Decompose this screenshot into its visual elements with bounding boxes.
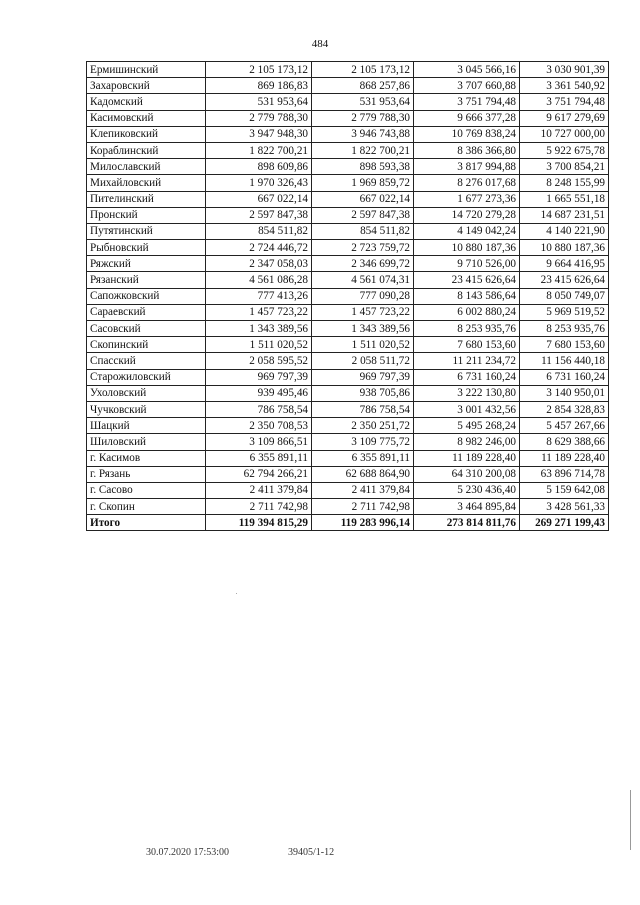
value-1: 777 413,26 [206,288,312,304]
table-row [87,321,609,337]
district-name: Скопинский [87,337,206,353]
value-1: 869 186,83 [206,78,312,94]
table-row [87,353,609,369]
district-name: Пронский [87,207,206,223]
value-2: 2 411 379,84 [312,482,414,498]
value-2: 777 090,28 [312,288,414,304]
table-row [87,385,609,401]
district-name: Путятинский [87,223,206,239]
table-row [87,142,609,158]
value-1: 2 105 173,12 [206,62,312,78]
value-2: 1 969 859,72 [312,175,414,191]
value-1: 2 711 742,98 [206,499,312,515]
value-1: 62 794 266,21 [206,466,312,482]
value-1: 2 779 788,30 [206,110,312,126]
value-3: 11 211 234,72 [414,353,520,369]
value-1: 4 561 086,28 [206,272,312,288]
value-1: 6 355 891,11 [206,450,312,466]
district-name: Рыбновский [87,240,206,256]
value-3: 9 666 377,28 [414,110,520,126]
scan-dot [236,593,237,594]
table-row [87,78,609,94]
table-row [87,450,609,466]
table-row [87,369,609,385]
value-1: 531 953,64 [206,94,312,110]
value-2: 898 593,38 [312,159,414,175]
value-4: 9 617 279,69 [520,110,609,126]
value-2: 3 946 743,88 [312,126,414,142]
table-row [87,94,609,110]
value-4: 10 727 000,00 [520,126,609,142]
district-name: Шацкий [87,418,206,434]
total-row [87,515,609,531]
value-4: 14 687 231,51 [520,207,609,223]
district-name: Ряжский [87,256,206,272]
value-3: 9 710 526,00 [414,256,520,272]
value-1: 2 347 058,03 [206,256,312,272]
district-name: Шиловский [87,434,206,450]
value-2: 62 688 864,90 [312,466,414,482]
value-4: 3 428 561,33 [520,499,609,515]
value-2: 1 822 700,21 [312,142,414,158]
value-3: 8 253 935,76 [414,321,520,337]
table-row [87,288,609,304]
value-3: 3 045 566,16 [414,62,520,78]
value-1: 1 822 700,21 [206,142,312,158]
district-name: Сасовский [87,321,206,337]
district-name: Старожиловский [87,369,206,385]
value-2: 2 711 742,98 [312,499,414,515]
value-2: 2 779 788,30 [312,110,414,126]
value-2: 1 511 020,52 [312,337,414,353]
value-4: 8 629 388,66 [520,434,609,450]
value-1: 1 457 723,22 [206,304,312,320]
total-label: Итого [87,515,206,531]
value-4: 3 751 794,48 [520,94,609,110]
value-1: 854 511,82 [206,223,312,239]
value-3: 3 751 794,48 [414,94,520,110]
value-4: 4 140 221,90 [520,223,609,239]
table-body [87,62,609,531]
total-value-4: 269 271 199,43 [520,515,609,531]
value-1: 898 609,86 [206,159,312,175]
value-1: 667 022,14 [206,191,312,207]
value-3: 11 189 228,40 [414,450,520,466]
value-2: 3 109 775,72 [312,434,414,450]
value-4: 23 415 626,64 [520,272,609,288]
value-2: 2 350 251,72 [312,418,414,434]
total-value-2: 119 283 996,14 [312,515,414,531]
district-name: Чучковский [87,401,206,417]
value-1: 2 350 708,53 [206,418,312,434]
value-2: 6 355 891,11 [312,450,414,466]
value-3: 8 143 586,64 [414,288,520,304]
value-2: 4 561 074,31 [312,272,414,288]
table-row [87,126,609,142]
value-4: 3 700 854,21 [520,159,609,175]
value-2: 868 257,86 [312,78,414,94]
value-2: 1 343 389,56 [312,321,414,337]
value-2: 2 105 173,12 [312,62,414,78]
district-name: Ермишинский [87,62,206,78]
table-row [87,256,609,272]
district-name: г. Касимов [87,450,206,466]
value-1: 2 597 847,38 [206,207,312,223]
value-2: 786 758,54 [312,401,414,417]
table-row [87,223,609,239]
district-name: г. Скопин [87,499,206,515]
value-3: 8 276 017,68 [414,175,520,191]
table-row [87,337,609,353]
value-3: 1 677 273,36 [414,191,520,207]
value-3: 3 464 895,84 [414,499,520,515]
value-4: 5 969 519,52 [520,304,609,320]
value-1: 969 797,39 [206,369,312,385]
district-name: Рязанский [87,272,206,288]
value-4: 1 665 551,18 [520,191,609,207]
value-4: 11 156 440,18 [520,353,609,369]
district-name: Кадомский [87,94,206,110]
value-1: 939 495,46 [206,385,312,401]
table-row [87,207,609,223]
value-2: 531 953,64 [312,94,414,110]
value-1: 2 411 379,84 [206,482,312,498]
value-2: 2 597 847,38 [312,207,414,223]
district-name: Сараевский [87,304,206,320]
value-1: 1 511 020,52 [206,337,312,353]
table-row [87,466,609,482]
district-name: Сапожковский [87,288,206,304]
value-4: 6 731 160,24 [520,369,609,385]
value-1: 2 058 595,52 [206,353,312,369]
budget-table [86,61,609,531]
value-3: 64 310 200,08 [414,466,520,482]
table-row [87,272,609,288]
value-2: 2 346 699,72 [312,256,414,272]
value-3: 3 817 994,88 [414,159,520,175]
value-1: 3 947 948,30 [206,126,312,142]
table-row [87,418,609,434]
value-3: 14 720 279,28 [414,207,520,223]
value-1: 3 109 866,51 [206,434,312,450]
value-3: 6 731 160,24 [414,369,520,385]
value-3: 3 001 432,56 [414,401,520,417]
value-4: 63 896 714,78 [520,466,609,482]
table-row [87,240,609,256]
value-4: 8 248 155,99 [520,175,609,191]
value-3: 5 495 268,24 [414,418,520,434]
value-4: 8 253 935,76 [520,321,609,337]
value-2: 2 723 759,72 [312,240,414,256]
value-3: 8 386 366,80 [414,142,520,158]
table-row [87,159,609,175]
district-name: Михайловский [87,175,206,191]
value-4: 11 189 228,40 [520,450,609,466]
district-name: Ухоловский [87,385,206,401]
value-2: 667 022,14 [312,191,414,207]
district-name: Захаровский [87,78,206,94]
value-1: 786 758,54 [206,401,312,417]
district-name: Кораблинский [87,142,206,158]
table-row [87,434,609,450]
total-value-1: 119 394 815,29 [206,515,312,531]
district-name: Спасский [87,353,206,369]
value-2: 969 797,39 [312,369,414,385]
value-3: 4 149 042,24 [414,223,520,239]
table-row [87,482,609,498]
value-4: 3 361 540,92 [520,78,609,94]
value-3: 23 415 626,64 [414,272,520,288]
value-3: 3 707 660,88 [414,78,520,94]
page-number: 484 [311,38,329,50]
district-name: Клепиковский [87,126,206,142]
district-name: Касимовский [87,110,206,126]
district-name: Милославский [87,159,206,175]
table-row [87,499,609,515]
value-3: 10 769 838,24 [414,126,520,142]
value-3: 6 002 880,24 [414,304,520,320]
value-1: 1 970 326,43 [206,175,312,191]
value-4: 2 854 328,83 [520,401,609,417]
scan-margin-mark [630,790,631,850]
value-3: 3 222 130,80 [414,385,520,401]
value-3: 5 230 436,40 [414,482,520,498]
table-row [87,401,609,417]
value-4: 9 664 416,95 [520,256,609,272]
value-2: 938 705,86 [312,385,414,401]
value-3: 10 880 187,36 [414,240,520,256]
value-1: 1 343 389,56 [206,321,312,337]
district-name: г. Сасово [87,482,206,498]
district-name: Пителинский [87,191,206,207]
table-row [87,191,609,207]
value-4: 3 030 901,39 [520,62,609,78]
value-4: 8 050 749,07 [520,288,609,304]
table-row [87,175,609,191]
value-4: 5 457 267,66 [520,418,609,434]
value-4: 5 159 642,08 [520,482,609,498]
value-1: 2 724 446,72 [206,240,312,256]
value-2: 854 511,82 [312,223,414,239]
value-4: 10 880 187,36 [520,240,609,256]
district-name: г. Рязань [87,466,206,482]
value-4: 7 680 153,60 [520,337,609,353]
footer-doc-id: 39405/1-12 [288,847,335,858]
table-row [87,62,609,78]
value-4: 3 140 950,01 [520,385,609,401]
total-value-3: 273 814 811,76 [414,515,520,531]
value-4: 5 922 675,78 [520,142,609,158]
table-row [87,110,609,126]
value-3: 7 680 153,60 [414,337,520,353]
table-row [87,304,609,320]
value-2: 1 457 723,22 [312,304,414,320]
value-2: 2 058 511,72 [312,353,414,369]
value-3: 8 982 246,00 [414,434,520,450]
footer-timestamp: 30.07.2020 17:53:00 [146,847,230,858]
